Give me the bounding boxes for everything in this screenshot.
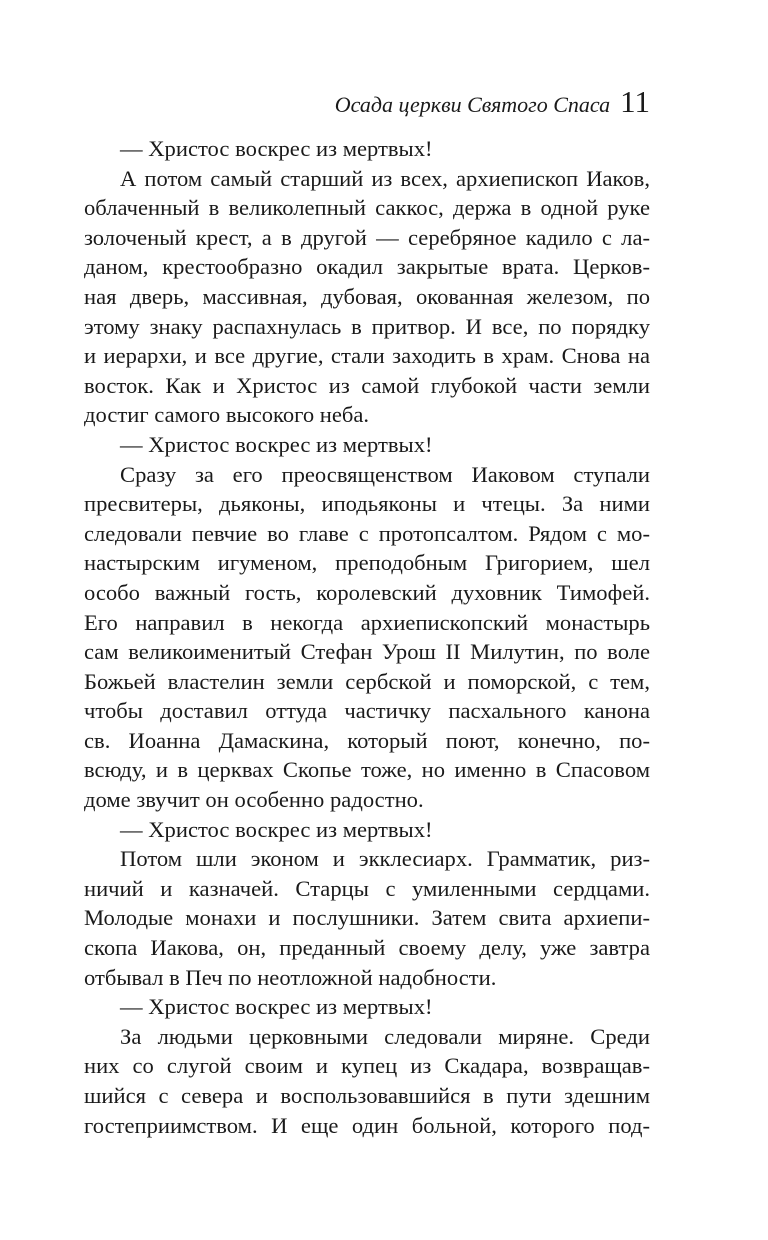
text-line: ная дверь, массивная, дубовая, окованная железом, по: [84, 283, 650, 309]
body-text: [84, 134, 650, 1140]
text-line: шийся с севера и воспользовавшийся в пути здешним: [84, 1083, 650, 1108]
text-line: облаченный в великолепный саккос, держа в одной руке: [84, 195, 650, 221]
text-line: ничий и казначей. Старцы с умиленными сердцами.: [84, 875, 650, 901]
text-line: сам великоименитый Стефан Урош II Милутин, по воле: [84, 639, 650, 665]
text-line: А потом самый старший из всех, архиепископ Иаков,: [120, 165, 650, 191]
text-line: отбывал в Печ по неотложной надобности.: [84, 964, 497, 990]
text-line: Его направил в некогда архиепископский монастырь: [84, 609, 650, 635]
text-line: следовали певчие во главе с протопсалтом. Рядом с мо-: [84, 520, 650, 546]
text-line: — Христос воскрес из мертвых!: [120, 816, 433, 842]
text-line: — Христос воскрес из мертвых!: [120, 136, 433, 161]
running-head: [84, 84, 650, 128]
text-line: даном, крестообразно окадил закрытые врата. Церков-: [84, 254, 650, 280]
text-line: св. Иоанна Дамаскина, который поют, конечно, по-: [84, 727, 650, 753]
text-line: этому знаку распахнулась в притвор. И все, по порядку: [84, 313, 650, 339]
text-line: — Христос воскрес из мертвых!: [120, 431, 433, 457]
text-line: пресвитеры, дьяконы, иподьяконы и чтецы. За ними: [84, 491, 650, 517]
text-line: Сразу за его преосвященством Иаковом ступали: [120, 461, 650, 487]
text-line: них со слугой своим и купец из Скадара, возвращав-: [84, 1053, 650, 1079]
text-line: скопа Иакова, он, преданный своему делу, уже завтра: [84, 935, 650, 961]
text-line: Потом шли эконом и экклесиарх. Грамматик, риз-: [120, 846, 650, 872]
text-line: — Христос воскрес из мертвых!: [120, 994, 433, 1020]
text-line: доме звучит он особенно радостно.: [84, 787, 424, 813]
text-line: гостеприимством. И еще один больной, которого под-: [84, 1112, 650, 1138]
page-number: 11: [620, 84, 650, 119]
text-line: особо важный гость, королевский духовник Тимофей.: [84, 579, 650, 605]
text-line: и иерархи, и все другие, стали заходить в храм. Снова на: [84, 343, 650, 369]
text-line: золоченый крест, а в другой — серебряное кадило с ла-: [84, 224, 650, 250]
text-line: всюду, и в церквах Скопье тоже, но именно в Спасовом: [84, 757, 650, 783]
text-line: Божьей властелин земли сербской и поморской, с тем,: [84, 668, 650, 694]
text-line: достиг самого высокого неба.: [84, 402, 370, 428]
text-line: настырским игуменом, преподобным Григорием, шел: [84, 550, 650, 576]
text-line: За людьми церковными следовали миряне. Среди: [120, 1023, 650, 1049]
chapter-title: Осада церкви Святого Спаса: [334, 92, 611, 117]
text-line: Молодые монахи и послушники. Затем свита архиепи-: [84, 905, 650, 931]
text-line: чтобы доставил оттуда частичку пасхального канона: [84, 698, 650, 724]
text-line: восток. Как и Христос из самой глубокой части земли: [84, 372, 650, 398]
